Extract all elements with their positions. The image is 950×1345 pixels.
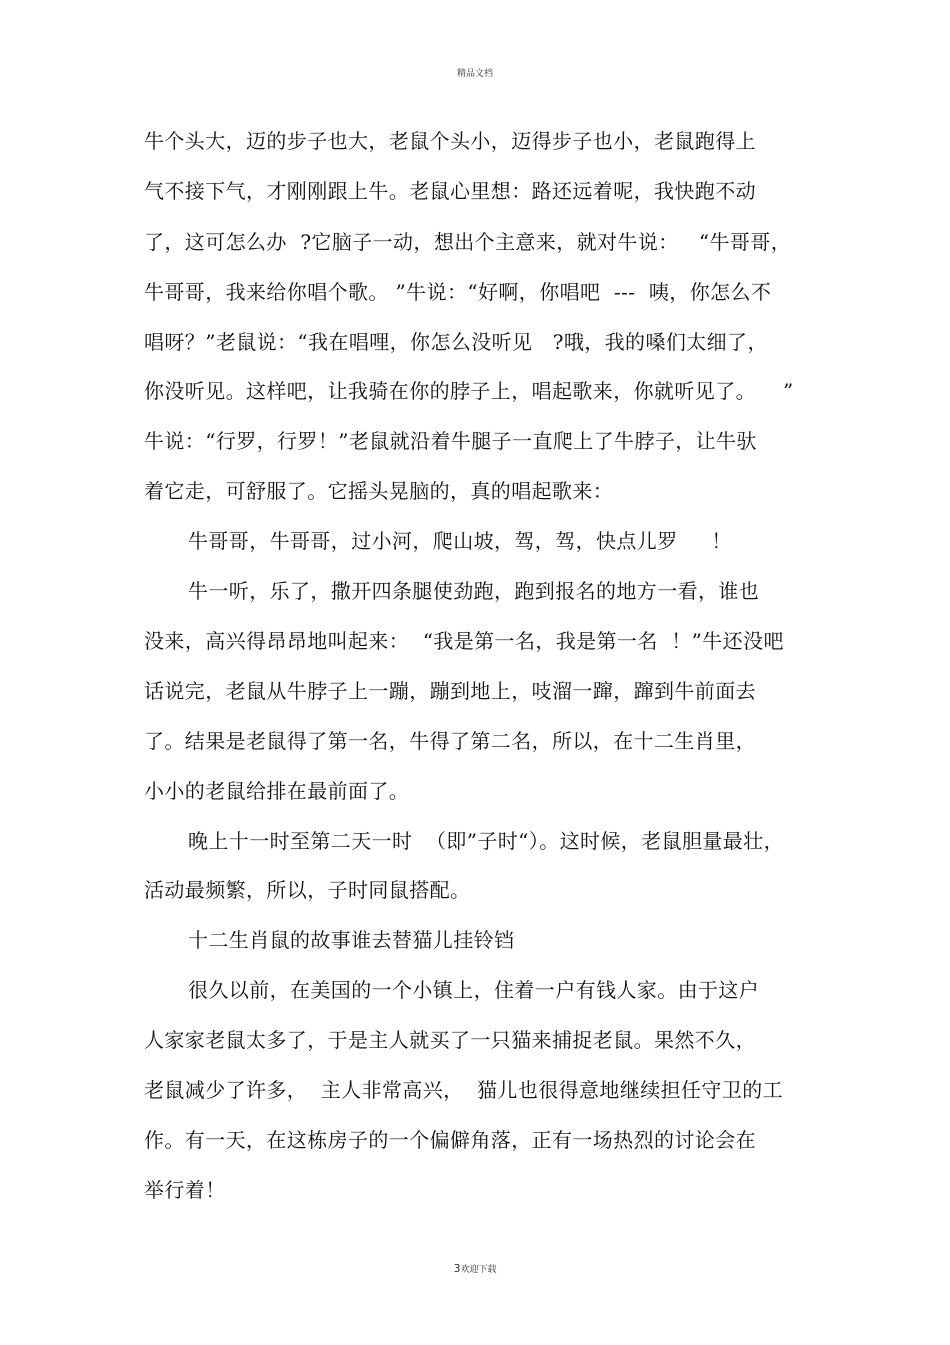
- text-line: 牛说：“行罗，行罗！”老鼠就沿着牛腿子一直爬上了牛脖子，让牛驮: [144, 429, 757, 453]
- text-line: 牛个头大，迈的步子也大，老鼠个头小，迈得步子也小，老鼠跑得上: [144, 129, 756, 153]
- text-line: 你没听见。这样吧，让我骑在你的脖子上，唱起歌来，你就听见了。 ”: [144, 379, 794, 403]
- text-line: 很久以前，在美国的一个小镇上，住着一户有钱人家。由于这户: [188, 978, 760, 1002]
- text-line: 人家家老鼠太多了，于是主人就买了一只猫来捕捉老鼠。果然不久，: [144, 1028, 756, 1052]
- text-line: 话说完，老鼠从牛脖子上一蹦，蹦到地上，吱溜一蹿，蹿到牛前面去: [144, 679, 756, 703]
- footer-text: 欢迎下载: [460, 1265, 497, 1275]
- text-line: 活动最频繁，所以，子时同鼠搭配。: [144, 878, 471, 902]
- page-header: 精品文档: [456, 69, 493, 79]
- text-line: 了，这可怎么办 ?它脑子一动，想出个主意来，就对牛说： “牛哥哥，: [144, 230, 792, 254]
- text-line: 牛哥哥，我来给你唱个歌。 ”牛说：“好啊，你唱吧 --- 咦，你怎么不: [144, 280, 772, 304]
- text-line: 晚上十一时至第二天一时 （即”子时“）。这时候，老鼠胆量最壮，: [188, 829, 784, 853]
- text-line: 作。有一天，在这栋房子的一个偏僻角落，正有一场热烈的讨论会在: [144, 1128, 756, 1152]
- text-line: 没来，高兴得昂昂地叫起来： “我是第一名，我是第一名 ！”牛还没吧: [144, 629, 784, 653]
- text-line: 牛哥哥，牛哥哥，过小河，爬山坡，驾，驾，快点儿罗 ！: [188, 529, 732, 553]
- text-line: 老鼠减少了许多， 主人非常高兴， 猫儿也很得意地继续担任守卫的工: [144, 1078, 784, 1102]
- text-line: 小小的老鼠给排在最前面了。: [144, 779, 410, 803]
- page-footer: [0, 1262, 950, 1275]
- text-line: 唱呀？”老鼠说：“我在唱哩，你怎么没听见 ?哦，我的嗓们太细了，: [144, 330, 768, 354]
- text-line: 着它走，可舒服了。它摇头晃脑的，真的唱起歌来：: [144, 479, 614, 503]
- text-line: 气不接下气，才刚刚跟上牛。老鼠心里想：路还远着呢，我快跑不动: [144, 179, 756, 203]
- text-line: 举行着！: [144, 1178, 226, 1202]
- text-line: 牛一听，乐了，撒开四条腿使劲跑，跑到报名的地方一看，谁也: [188, 579, 760, 603]
- section-heading: 十二生肖鼠的故事谁去替猫儿挂铃铛: [188, 928, 515, 952]
- page-number: 3: [453, 1262, 461, 1275]
- text-line: 了。结果是老鼠得了第一名，牛得了第二名，所以，在十二生肖里，: [144, 729, 756, 753]
